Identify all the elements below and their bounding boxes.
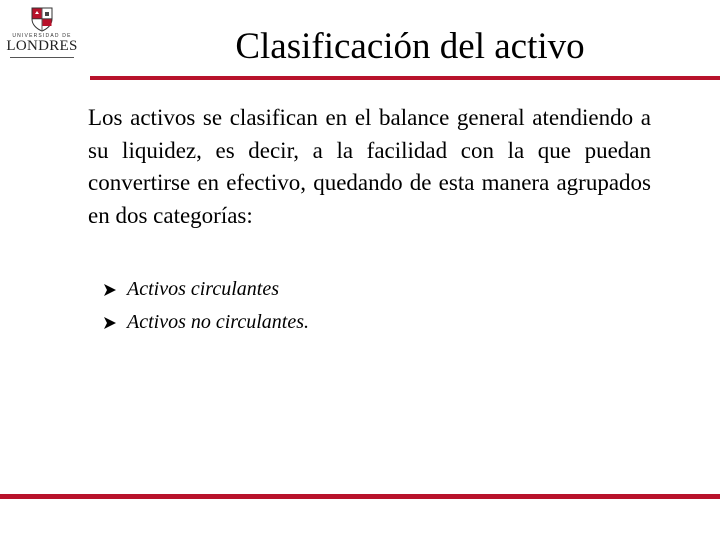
body-paragraph: Los activos se clasifican en el balance general atendiendo a su liquidez, es decir, a la facilidad con la que puedan convertirse en efectivo, quedando de esta manera agrupados en dos categorías:	[88, 105, 651, 228]
slide-title: Clasificación del activo	[235, 26, 585, 67]
arrow-right-icon	[103, 283, 117, 297]
footer-divider	[0, 494, 720, 499]
title-divider	[90, 76, 720, 80]
arrow-right-icon	[103, 316, 117, 330]
logo-university-text: UNIVERSIDAD DE	[12, 33, 72, 39]
bullet-item	[103, 273, 309, 306]
bullet-text: Activos no circulantes.	[127, 311, 309, 333]
bullet-list	[103, 273, 309, 339]
logo-underline	[10, 57, 74, 58]
university-logo	[4, 6, 80, 62]
logo-name-text: LONDRES	[6, 38, 78, 54]
bullet-item	[103, 306, 309, 339]
bullet-text: Activos circulantes	[127, 278, 279, 300]
university-shield-icon	[29, 6, 55, 32]
